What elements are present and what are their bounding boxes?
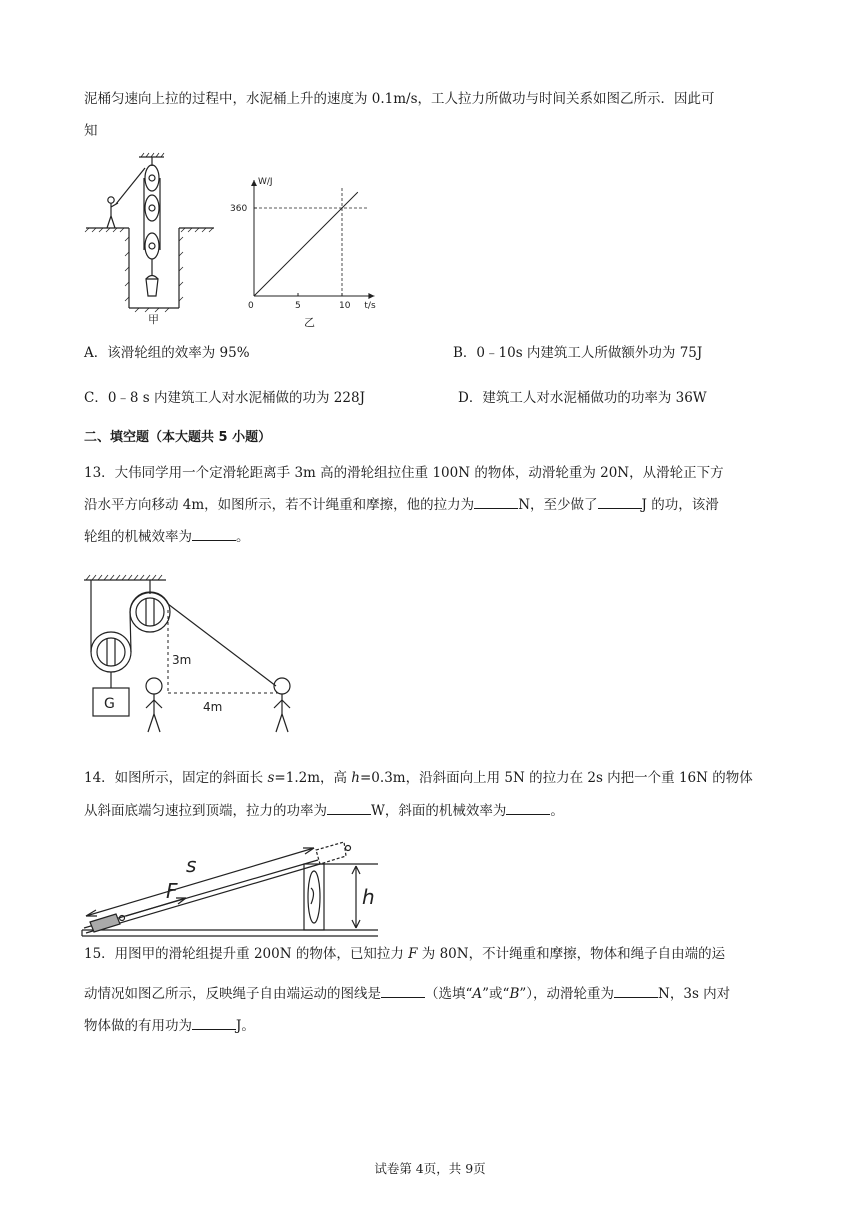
y-axis-label: W/J [258, 177, 273, 187]
q15-line2: 动情况如图乙所示，反映绳子自由端运动的图线是 （选填“A”或“B”），动滑轮重为 N，3s 内对 [84, 983, 730, 1004]
q12-option-b: B．0﹣10s 内建筑工人所做额外功为 75J [453, 345, 703, 361]
page-footer: 试卷第 4页，共 9页 [374, 1161, 486, 1176]
q14-label-h: h [362, 885, 375, 909]
q14-blank-power[interactable] [327, 800, 371, 815]
q14-figure [82, 832, 382, 944]
q12-stem-line1: 泥桶匀速向上拉的过程中，水泥桶上升的速度为 0.1m/s，工人拉力所做功与时间关系如图乙所示．因此可 [84, 91, 715, 107]
q15-line3: 物体做的有用功为 J。 [84, 1015, 255, 1036]
x-axis-arrow [368, 293, 374, 299]
q13-blank-force[interactable] [474, 494, 518, 509]
q12-fig-jia-label: 甲 [148, 313, 159, 326]
x-axis-label: t/s [364, 301, 376, 311]
q13-blank-work[interactable] [598, 494, 642, 509]
x-tick-label: 0 [248, 301, 254, 311]
q12-chart-yi [226, 176, 386, 330]
q12-fig-yi-label: 乙 [304, 316, 315, 329]
y-axis-arrow [251, 180, 257, 186]
q15-line1: 15．用图甲的滑轮组提升重 200N 的物体，已知拉力 F 为 80N，不计绳重和摩擦，物体和绳子自由端的运 [84, 946, 726, 962]
q13-label-3m: 3m [172, 653, 192, 667]
q13-line2: 沿水平方向移动 4m，如图所示，若不计绳重和摩擦，他的拉力为 N，至少做了 J 的功，该滑 [84, 494, 719, 515]
q14-blank-efficiency[interactable] [506, 800, 550, 815]
q13-figure [84, 574, 304, 736]
q12-option-d: D．建筑工人对水泥桶做功的功率为 36W [458, 390, 707, 406]
q13-label-G: G [104, 696, 115, 712]
q12-option-c: C．0﹣8 s 内建筑工人对水泥桶做的功为 228J [84, 390, 365, 406]
q13-label-4m: 4m [203, 700, 223, 714]
q15-blank-useful-work[interactable] [192, 1015, 236, 1030]
q14-line2: 从斜面底端匀速拉到顶端，拉力的功率为 W，斜面的机械效率为 。 [84, 800, 564, 821]
x-tick-label: 10 [339, 301, 351, 311]
q13-line3: 轮组的机械效率为 。 [84, 526, 250, 547]
q14-line1: 14．如图所示，固定的斜面长 s=1.2m，高 h=0.3m，沿斜面向上用 5N 的拉力在 2s 内把一个重 16N 的物体 [84, 770, 753, 786]
x-tick-label: 5 [295, 301, 301, 311]
q12-option-a: A．该滑轮组的效率为 95% [84, 345, 250, 361]
y-tick-label: 360 [230, 204, 248, 214]
q13-blank-efficiency[interactable] [192, 526, 236, 541]
q12-stem-line2: 知 [84, 123, 98, 139]
q15-blank-graph-line[interactable] [381, 983, 425, 998]
q14-label-F: F [166, 879, 178, 903]
section-heading: 二、填空题（本大题共 5 小题） [84, 430, 272, 445]
q12-figure-jia [84, 152, 219, 328]
q14-label-s: s [186, 853, 197, 877]
q15-blank-pulley-weight[interactable] [614, 983, 658, 998]
q13-line1: 13．大伟同学用一个定滑轮距离手 3m 高的滑轮组拉住重 100N 的物体，动滑轮重为 20N，从滑轮正下方 [84, 465, 724, 481]
